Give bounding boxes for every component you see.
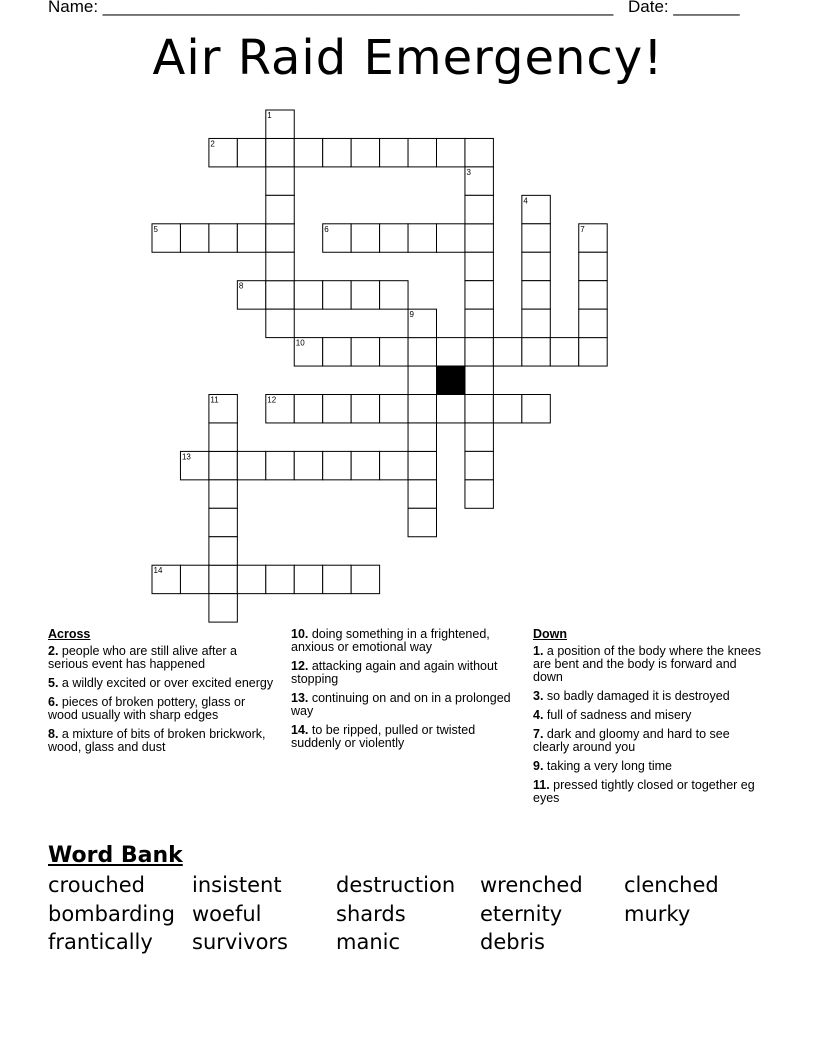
clue-item-number: 6. xyxy=(48,695,62,709)
clue-item-text: attacking again and again without stopping xyxy=(291,659,498,686)
clue-number: 12 xyxy=(267,395,277,405)
name-field-label: Name: ______________________________________________________ xyxy=(48,0,614,16)
grid-cell[interactable] xyxy=(465,423,493,451)
clue-item-number: 13. xyxy=(291,691,312,705)
clue-item-number: 2. xyxy=(48,644,62,658)
grid-cell[interactable] xyxy=(180,565,208,593)
grid-cell[interactable] xyxy=(493,338,521,366)
grid-cell[interactable] xyxy=(351,224,379,252)
clue-item-number: 12. xyxy=(291,659,312,673)
clue-item-text: so badly damaged it is destroyed xyxy=(546,689,730,703)
clue-item xyxy=(48,645,278,671)
grid-cell[interactable] xyxy=(209,451,237,479)
grid-cell[interactable] xyxy=(522,338,550,366)
clue-item-number: 4. xyxy=(533,708,547,722)
clue-item xyxy=(533,690,763,703)
clue-number: 10 xyxy=(295,338,305,348)
clue-number: 14 xyxy=(153,566,163,576)
word-bank-item: wrenched xyxy=(480,873,583,897)
grid-cell[interactable] xyxy=(380,224,408,252)
grid-cell[interactable] xyxy=(323,565,351,593)
clues-down-column xyxy=(533,628,763,811)
grid-cell[interactable] xyxy=(380,451,408,479)
clue-item xyxy=(48,677,278,690)
word-bank-item: clenched xyxy=(624,873,719,897)
grid-cell[interactable] xyxy=(266,565,294,593)
grid-cell[interactable] xyxy=(351,451,379,479)
grid-cell[interactable] xyxy=(266,451,294,479)
word-bank-item: crouched xyxy=(48,873,145,897)
grid-cell[interactable] xyxy=(408,395,436,423)
clue-item-text: continuing on and on in a prolonged way xyxy=(291,691,511,718)
grid-cell[interactable] xyxy=(323,338,351,366)
grid-cell[interactable] xyxy=(465,195,493,223)
grid-cell[interactable] xyxy=(408,366,436,394)
clue-item xyxy=(48,696,278,722)
clue-item-text: people who are still alive after a serious event has happened xyxy=(48,644,238,671)
clue-item-text: pressed tightly closed or together eg eyes xyxy=(533,778,755,805)
grid-cell[interactable] xyxy=(408,480,436,508)
clue-item-text: to be ripped, pulled or twisted suddenly or violently xyxy=(291,723,476,750)
clue-number: 5 xyxy=(153,224,158,234)
grid-cell[interactable] xyxy=(323,138,351,166)
grid-cell[interactable] xyxy=(437,224,465,252)
grid-cell[interactable] xyxy=(266,195,294,223)
grid-cell[interactable] xyxy=(351,395,379,423)
clue-item-text: taking a very long time xyxy=(546,759,672,773)
grid-cell[interactable] xyxy=(465,309,493,337)
grid-cell[interactable] xyxy=(266,252,294,280)
clue-item-text: a wildly excited or over excited energy xyxy=(61,676,274,690)
clue-item xyxy=(291,724,521,750)
clue-item-number: 5. xyxy=(48,676,62,690)
grid-cell[interactable] xyxy=(323,281,351,309)
clues-across-column-1 xyxy=(48,628,278,760)
grid-cell[interactable] xyxy=(209,423,237,451)
clue-number: 2 xyxy=(210,139,215,149)
grid-cell[interactable] xyxy=(493,395,521,423)
grid-cell[interactable] xyxy=(380,138,408,166)
grid-cell[interactable] xyxy=(294,565,322,593)
grid-cell[interactable] xyxy=(408,423,436,451)
clue-item xyxy=(291,628,521,654)
grid-cell[interactable] xyxy=(465,395,493,423)
word-bank-item: manic xyxy=(336,930,401,954)
clue-number: 1 xyxy=(267,111,272,120)
clue-item xyxy=(533,709,763,722)
clue-item-text: a position of the body where the knees are bent and the body is forward and down xyxy=(533,644,761,684)
word-bank-item: survivors xyxy=(192,930,288,954)
grid-cell[interactable] xyxy=(209,537,237,565)
clue-item-number: 8. xyxy=(48,727,62,741)
grid-cell[interactable] xyxy=(408,338,436,366)
clue-item xyxy=(533,779,763,805)
grid-cell[interactable] xyxy=(465,451,493,479)
grid-cell[interactable] xyxy=(351,338,379,366)
word-bank-item: debris xyxy=(480,930,545,954)
clue-item-number: 9. xyxy=(533,759,547,773)
clue-item-text: full of sadness and misery xyxy=(546,708,692,722)
word-bank-item: destruction xyxy=(336,873,456,897)
grid-cell[interactable] xyxy=(522,395,550,423)
grid-cell[interactable] xyxy=(266,309,294,337)
grid-cell[interactable] xyxy=(437,395,465,423)
clue-item-number: 1. xyxy=(533,644,547,658)
clue-item-text: pieces of broken pottery, glass or wood usually with sharp edges xyxy=(48,695,246,722)
grid-cell[interactable] xyxy=(323,395,351,423)
grid-cell[interactable] xyxy=(209,480,237,508)
clue-number: 8 xyxy=(238,281,244,291)
clue-item xyxy=(291,660,521,686)
clue-item xyxy=(533,728,763,754)
grid-cell[interactable] xyxy=(465,224,493,252)
grid-cell[interactable] xyxy=(579,309,607,337)
grid-cell[interactable] xyxy=(294,395,322,423)
grid-cell[interactable] xyxy=(380,281,408,309)
clue-item xyxy=(48,728,278,754)
grid-cell[interactable] xyxy=(294,281,322,309)
grid-cell[interactable] xyxy=(579,252,607,280)
word-bank-item: frantically xyxy=(48,930,153,954)
grid-cell[interactable] xyxy=(266,281,294,309)
across-heading: Across xyxy=(48,627,91,641)
page-title: Air Raid Emergency! xyxy=(152,30,664,86)
grid-cell[interactable] xyxy=(209,565,237,593)
grid-cell[interactable] xyxy=(579,281,607,309)
grid-cell[interactable] xyxy=(465,480,493,508)
grid-cell[interactable] xyxy=(437,338,465,366)
grid-cell[interactable] xyxy=(437,138,465,166)
clues-across-column-2 xyxy=(291,628,521,756)
grid-cell[interactable] xyxy=(266,167,294,195)
grid-cell[interactable] xyxy=(465,252,493,280)
clue-item xyxy=(533,760,763,773)
clue-number: 4 xyxy=(523,196,528,206)
word-bank-item: woeful xyxy=(192,902,262,926)
grid-cell[interactable] xyxy=(522,252,550,280)
clue-number: 13 xyxy=(181,452,191,462)
grid-cell[interactable] xyxy=(237,565,265,593)
grid-cell[interactable] xyxy=(408,451,436,479)
grid-cell[interactable] xyxy=(465,338,493,366)
grid-cell[interactable] xyxy=(550,338,578,366)
grid-cell[interactable] xyxy=(180,224,208,252)
grid-cell[interactable] xyxy=(408,224,436,252)
grid-cell[interactable] xyxy=(465,281,493,309)
grid-cell[interactable] xyxy=(522,224,550,252)
grid-cell[interactable] xyxy=(408,508,436,536)
clue-number: 3 xyxy=(466,167,471,177)
grid-cell[interactable] xyxy=(351,138,379,166)
word-bank-title: Word Bank xyxy=(48,843,183,868)
grid-cell[interactable] xyxy=(351,281,379,309)
word-bank-item: eternity xyxy=(480,902,563,926)
grid-cell[interactable] xyxy=(209,508,237,536)
clue-item-text: dark and gloomy and hard to see clearly around you xyxy=(533,727,730,754)
grid-cell[interactable] xyxy=(237,451,265,479)
grid-cell[interactable] xyxy=(351,565,379,593)
grid-cell[interactable] xyxy=(522,281,550,309)
grid-cell[interactable] xyxy=(209,594,237,622)
date-field-label: Date: _______ xyxy=(628,0,740,16)
grid-cell[interactable] xyxy=(294,138,322,166)
clue-item xyxy=(533,645,763,684)
black-cell xyxy=(437,366,465,394)
word-bank-item: shards xyxy=(336,902,406,926)
grid-cell[interactable] xyxy=(266,138,294,166)
grid-cell[interactable] xyxy=(323,451,351,479)
grid-cell[interactable] xyxy=(380,395,408,423)
clue-item-number: 10. xyxy=(291,627,312,641)
grid-cell[interactable] xyxy=(579,338,607,366)
clue-item-number: 3. xyxy=(533,689,547,703)
word-bank-item: murky xyxy=(624,902,691,926)
grid-cell[interactable] xyxy=(408,138,436,166)
grid-cell[interactable] xyxy=(294,451,322,479)
grid-cell[interactable] xyxy=(237,224,265,252)
clue-number: 7 xyxy=(580,224,585,234)
grid-cell[interactable] xyxy=(266,224,294,252)
clue-item xyxy=(291,692,521,718)
grid-cell[interactable] xyxy=(209,224,237,252)
clue-number: 9 xyxy=(409,310,415,320)
clue-item-text: a mixture of bits of broken brickwork, wood, glass and dust xyxy=(48,727,266,754)
grid-cell[interactable] xyxy=(465,366,493,394)
grid-cell[interactable] xyxy=(380,338,408,366)
word-bank-item: insistent xyxy=(192,873,282,897)
clue-number: 6 xyxy=(324,224,329,234)
clue-number: 11 xyxy=(210,395,219,405)
clue-item-number: 7. xyxy=(533,727,547,741)
grid-cell[interactable] xyxy=(465,138,493,166)
clue-item-number: 14. xyxy=(291,723,312,737)
grid-cell[interactable] xyxy=(522,309,550,337)
grid-cell[interactable] xyxy=(237,138,265,166)
down-heading: Down xyxy=(533,627,568,641)
clue-item-number: 11. xyxy=(533,778,554,792)
word-bank-item: bombarding xyxy=(48,902,175,926)
clue-item-text: doing something in a frightened, anxious or emotional way xyxy=(291,627,490,654)
